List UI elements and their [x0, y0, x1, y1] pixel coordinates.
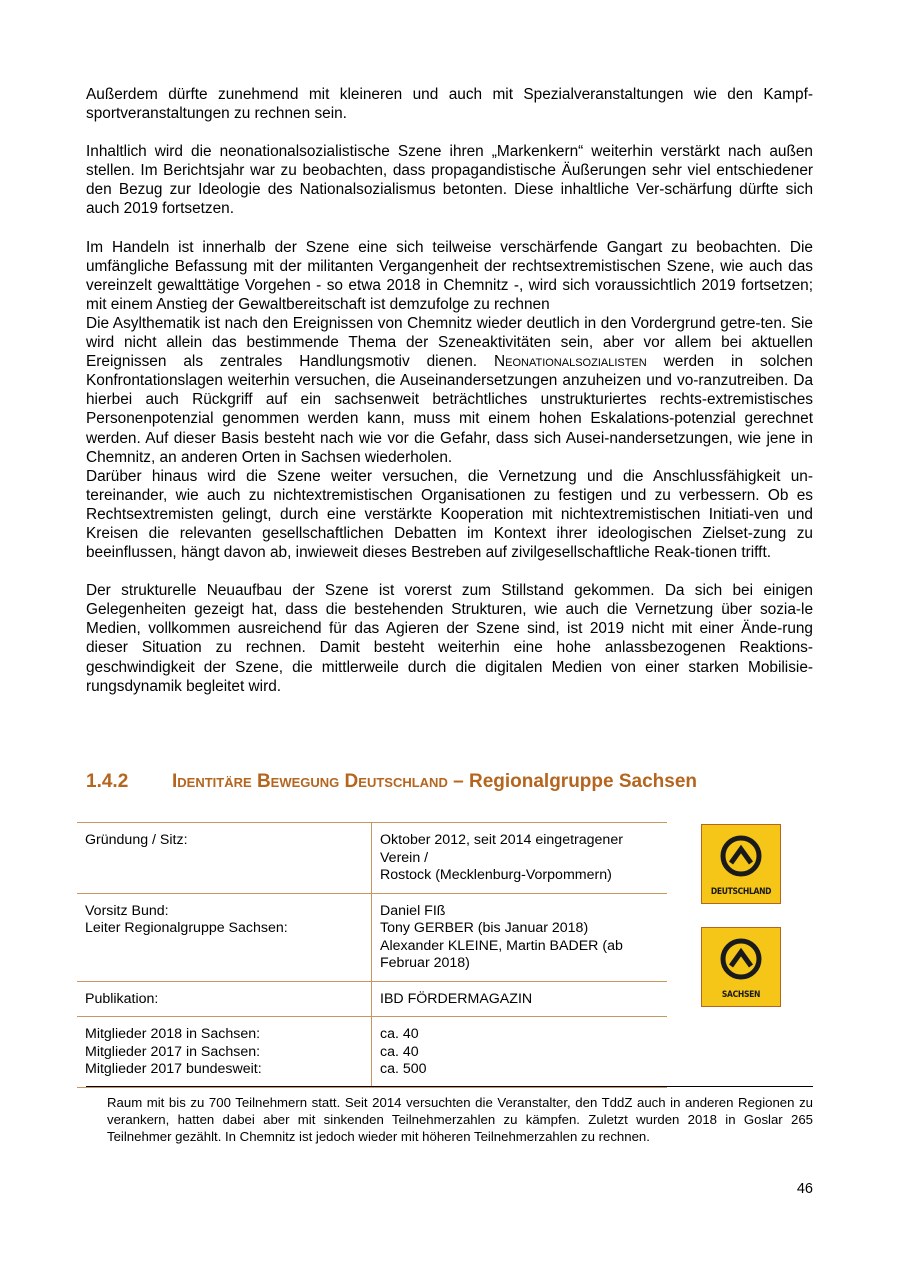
table-cell-label	[77, 823, 372, 894]
section-number: 1.4.2	[86, 771, 129, 792]
logo-sachsen	[701, 927, 781, 1007]
cell-line: Mitglieder 2017 bundesweit:	[85, 1061, 262, 1077]
table-cell-label	[77, 893, 372, 981]
cell-line: Oktober 2012, seit 2014 eingetragener Verein /	[380, 832, 623, 866]
table-row	[77, 823, 667, 894]
info-table-body	[77, 823, 667, 1088]
paragraph: Inhaltlich wird die neonationalsozialistische Szene ihren „Markenkern“ weiterhin verstärkt nach außen stellen. Im Berichtsjahr war zu beobachten, dass propagandistische Äußerungen sehr viel entschiedener den Bezug zur Ideologie des Nationalsozialismus betonten. Diese inhaltliche Ver-schärfung dürfte sich auch 2019 fortsetzen.	[86, 143, 813, 218]
logo-text: DEUTSCHLAND	[710, 887, 772, 897]
paragraph: Außerdem dürfte zunehmend mit kleineren und auch mit Spezialveranstaltungen wie den Kampf-sportveranstaltungen zu rechnen sein.	[86, 86, 813, 123]
page-number: 46	[796, 1181, 813, 1197]
footnote-divider	[86, 1086, 813, 1087]
logo-text: SACHSEN	[721, 990, 761, 1000]
paragraph-text: werden in solchen Konfrontationslagen weiterhin versuchen, die Auseinandersetzungen anzuheizen und vo-ranzutreiben. Da hierbei auch Rückgriff auf ein sachsenweit beträchtliches unstrukturiertes rechts-extremistisches Personenpotenzial genommen werden kann, muss mit einem hohen Eskalations-potenzial gerechnet werden. Auf dieser Basis besteht nach wie vor die Gefahr, dass sich Ausei-nandersetzungen, wie jene in Chemnitz, an anderen Orten in Sachsen wiederholen.	[86, 353, 813, 466]
table-cell-label	[77, 1017, 372, 1088]
cell-line: Gründung / Sitz:	[85, 832, 188, 848]
section-heading	[86, 771, 813, 793]
cell-line: IBD FÖRDERMAGAZIN	[380, 990, 533, 1007]
cell-line: Leiter Regionalgruppe Sachsen:	[85, 920, 288, 936]
cell-line: Alexander KLEINE, Martin BADER (ab Februar 2018)	[380, 937, 623, 971]
paragraph: Im Handeln ist innerhalb der Szene eine sich teilweise verschärfende Gangart zu beobachten. Die umfängliche Befassung mit der militanten Vergangenheit der rechtsextremistischen Szene, wie auch das vereinzelt gewalttätige Vorgehen - so etwa 2018 in Chemnitz -, wird sich voraussichtlich 2019 fortsetzen; mit einem Anstieg der Gewaltbereitschaft ist demzufolge zu rechnen	[86, 238, 813, 313]
cell-line: Tony GERBER (bis Januar 2018)	[380, 920, 589, 936]
section-title-smallcaps: Identitäre Bewegung Deutschland	[172, 771, 448, 792]
footnote: Raum mit bis zu 700 Teilnehmern statt. Seit 2014 versuchten die Veranstalter, den TddZ auch in anderen Regionen zu verankern, hatten dabei aber mit sinkenden Teilnehmerzahlen zu kämpfen. Zuletzt wurden 2018 in Goslar 265 Teilnehmer gezählt. In Chemnitz ist jedoch wieder mit höheren Teilnehmerzahlen zu rechnen.	[107, 1095, 813, 1144]
paragraph: Der strukturelle Neuaufbau der Szene ist vorerst zum Stillstand gekommen. Da sich bei einigen Gelegenheiten gezeigt hat, dass die bestehenden Strukturen, wie auch die Vernetzung über sozia-le Medien, vollkommen ausreichend für das Agieren der Szene sind, ist 2019 nicht mit einer Ände-rung dieser Situation zu rechnen. Damit besteht weiterhin eine hohe anlassbezogenen Reaktions-geschwindigkeit der Szene, die mittlerweile durch die digitalen Medien von einer starken Mobilisie-rungsdynamik begleitet wird.	[86, 582, 813, 695]
table-row	[77, 981, 667, 1017]
section-title-rest: – Regionalgruppe Sachsen	[453, 771, 698, 792]
paragraph-text: Die Asylthematik ist nach den Ereignissen von Chemnitz wieder deutlich in den Vordergrund getre-ten. Sie wird nicht allein das bestimmende Thema der Szeneaktivitäten sein, aber vor allem bei aktuellen Ereignissen als zentrales Handlungsmotiv dienen.	[86, 314, 813, 371]
table-cell-value	[372, 823, 668, 894]
cell-line: ca. 500	[380, 1061, 427, 1077]
logo-deutschland	[701, 824, 781, 904]
table-row	[77, 893, 667, 981]
cell-line: Daniel FIß	[380, 902, 446, 919]
cell-line: Publikation:	[85, 990, 159, 1007]
paragraph	[86, 314, 813, 467]
table-cell-label	[77, 981, 372, 1017]
info-table	[77, 822, 667, 1088]
cell-line: ca. 40	[380, 1043, 419, 1060]
cell-line: Rostock (Mecklenburg-Vorpommern)	[380, 867, 612, 883]
cell-line: Mitglieder 2017 in Sachsen:	[85, 1043, 261, 1060]
smallcaps-term: Neonationalsozialisten	[494, 353, 647, 371]
cell-line: ca. 40	[380, 1026, 419, 1042]
body-text	[86, 85, 813, 715]
cell-line: Vorsitz Bund:	[85, 902, 169, 919]
table-row	[77, 1017, 667, 1088]
cell-line: Mitglieder 2018 in Sachsen:	[85, 1026, 261, 1042]
table-cell-value	[372, 893, 668, 981]
paragraph: Darüber hinaus wird die Szene weiter versuchen, die Vernetzung und die Anschlussfähigkeit un-tereinander, wie auch zu nichtextremistischen Organisationen zu festigen und zu verbessern. Ob es Rechtsextremisten gelingt, durch eine verstärkte Kooperation mit nichtextremistischen Initiati-ven und Kreisen die relevanten gesellschaftlichen Debatten im Kontext ihrer ideologischen Zielset-zung zu beeinflussen, hängt davon ab, inwieweit dieses Bestreben auf zivilgesellschaftliche Reak-tionen trifft.	[86, 467, 813, 562]
table-cell-value	[372, 981, 668, 1017]
table-cell-value	[372, 1017, 668, 1088]
